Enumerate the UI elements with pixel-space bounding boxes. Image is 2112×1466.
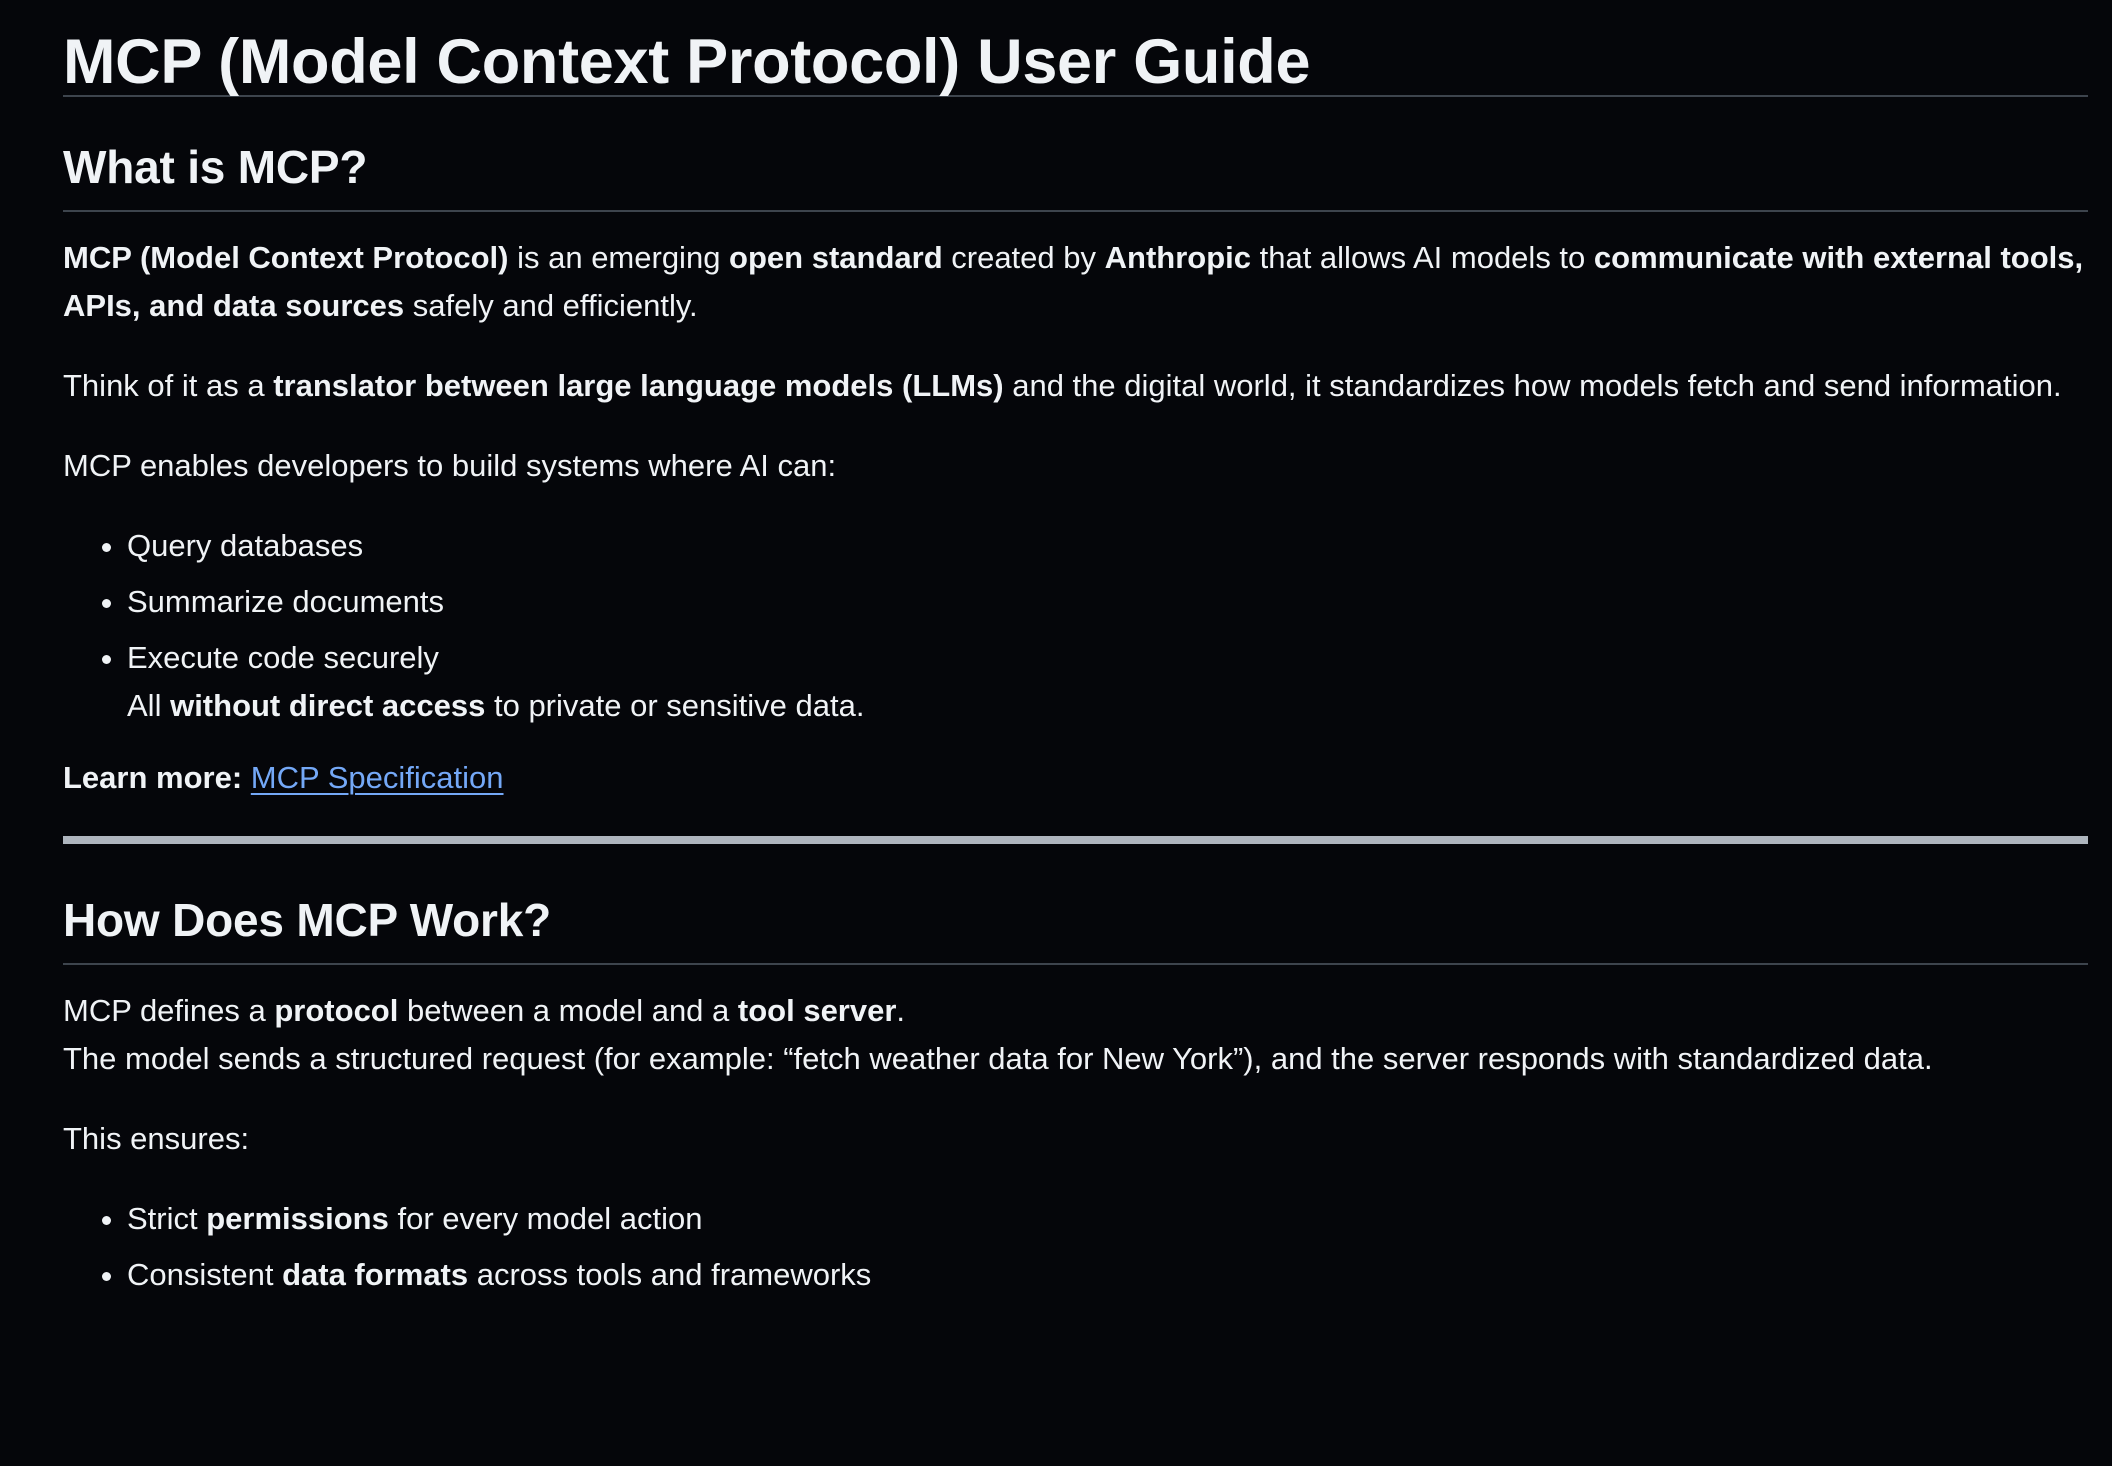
text: All (127, 688, 171, 723)
list-item: • Summarize documents (127, 578, 2088, 626)
text: across tools and frameworks (468, 1257, 872, 1292)
learn-more (63, 754, 2088, 802)
mcp-specification-link[interactable]: MCP Specification (250, 760, 504, 795)
list-item (127, 634, 2088, 730)
text: that allows AI models to (1251, 240, 1594, 275)
text: . (896, 993, 906, 1028)
ensures-list (63, 1195, 2088, 1299)
text: created by (942, 240, 1105, 275)
bold-text: MCP (Model Context Protocol) (63, 240, 509, 275)
list-item (127, 1251, 2088, 1299)
ensures-paragraph: This ensures: (63, 1121, 250, 1156)
section-divider (63, 210, 2088, 212)
bold-text: data formats (282, 1257, 469, 1292)
text: to private or sensitive data. (485, 688, 865, 723)
section-heading-what-is-mcp: What is MCP? (63, 141, 368, 193)
translator-paragraph (63, 362, 2088, 410)
bold-text: tool server (737, 993, 897, 1028)
list-item: • Query databases (127, 522, 2088, 570)
bold-text: open standard (729, 240, 943, 275)
text: safely and efficiently. (404, 288, 698, 323)
text: Think of it as a (63, 368, 274, 403)
bold-text: communicate with external tools, APIs, and data sources (63, 240, 2084, 323)
learn-more-label: Learn more: (63, 760, 243, 795)
bold-text: translator between large language models (LLMs) (273, 368, 1004, 403)
bold-text: protocol (274, 993, 399, 1028)
text: MCP defines a (63, 993, 275, 1028)
list-item-text: Execute code securely (127, 640, 439, 675)
intro-paragraph (63, 234, 2088, 330)
text: is an emerging (508, 240, 730, 275)
horizontal-rule (63, 836, 2088, 844)
text: for every model action (388, 1201, 703, 1236)
enables-paragraph: MCP enables developers to build systems where AI can: (63, 448, 837, 483)
text: and the digital world, it standardizes how models fetch and send information. (1003, 368, 2062, 403)
document (63, 0, 2088, 1307)
text: Consistent (127, 1257, 283, 1292)
list-item (127, 1195, 2088, 1243)
capabilities-list (63, 522, 2088, 730)
text: The model sends a structured request (for example: “fetch weather data for New York”), and the server responds with standardized data. (63, 1041, 1933, 1076)
protocol-paragraph (63, 987, 2088, 1083)
section-divider (63, 963, 2088, 965)
bold-text: without direct access (170, 688, 486, 723)
page-title: MCP (Model Context Protocol) User Guide (63, 27, 1311, 97)
bold-text: Anthropic (1104, 240, 1251, 275)
section-heading-how-does-mcp-work: How Does MCP Work? (63, 894, 551, 946)
bold-text: permissions (206, 1201, 389, 1236)
text: between a model and a (398, 993, 738, 1028)
text: Strict (127, 1201, 207, 1236)
